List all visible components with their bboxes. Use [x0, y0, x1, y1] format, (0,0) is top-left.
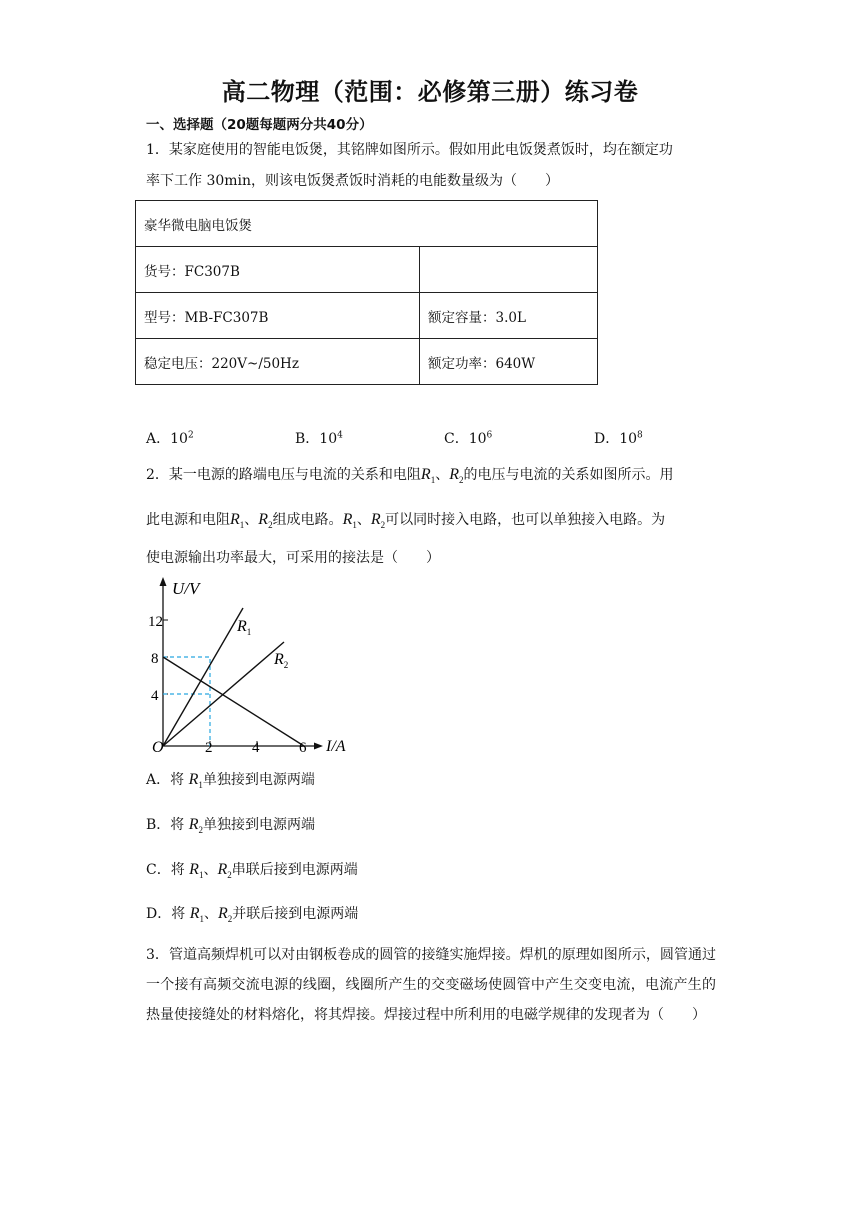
q1-option-a[interactable]: A．$10^2$: [146, 430, 194, 447]
ytick-label-8: 8: [151, 651, 159, 667]
r2-label: $R_2$: [274, 651, 289, 670]
nameplate-voltage: 稳定电压：220V~/50Hz: [136, 339, 420, 385]
nameplate-item-no: 货号：FC307B: [136, 247, 420, 293]
ui-graph: [148, 574, 358, 756]
xtick-label-2: 2: [205, 740, 213, 756]
ytick-label-4: 4: [151, 688, 159, 704]
q2-option-b[interactable]: B．将 $R_2$单独接到电源两端: [146, 816, 316, 836]
r1-label: $R_1$: [237, 618, 252, 637]
q1-option-d[interactable]: D．$10^8$: [594, 430, 643, 447]
x-axis-label: I/A: [326, 738, 346, 755]
q2-option-a[interactable]: A．将 $R_1$单独接到电源两端: [146, 771, 315, 791]
q1-line2: 率下工作 30min，则该电饭煲煮饭时消耗的电能数量级为（ ）: [146, 173, 560, 189]
page-title: 高二物理（范围：必修第三册）练习卷: [221, 78, 639, 106]
q1-line1: 1．某家庭使用的智能电饭煲，其铭牌如图所示。假如用此电饭煲煮饭时，均在额定功: [146, 142, 673, 158]
q2-line3: 使电源输出功率最大，可采用的接法是（ ）: [146, 550, 440, 566]
source-line: [163, 657, 304, 746]
xtick-label-4: 4: [252, 740, 260, 756]
nameplate-power: 额定功率：640W: [420, 339, 598, 385]
q2-line2: 此电源和电阻$R_1$、$R_2$组成电路。$R_1$、$R_2$可以同时接入电路，也可以单独接入电路。为: [146, 511, 666, 531]
nameplate-name: 豪华微电脑电饭煲: [136, 201, 598, 247]
section-heading: 一、选择题（20题每题两分共40分）: [146, 117, 373, 133]
nameplate-model: 型号：MB-FC307B: [136, 293, 420, 339]
q2-option-c[interactable]: C．将 $R_1$、$R_2$串联后接到电源两端: [146, 861, 358, 881]
nameplate-table: [135, 200, 598, 385]
origin-label: O: [152, 739, 164, 756]
y-axis-label: U/V: [172, 579, 200, 598]
xtick-label-6: 6: [299, 740, 307, 756]
x-axis-arrow: [314, 743, 323, 750]
nameplate-capacity: 额定容量：3.0L: [420, 293, 598, 339]
r1-line: [163, 608, 243, 746]
q3-text: 3．管道高频焊机可以对由钢板卷成的圆管的接缝实施焊接。焊机的原理如图所示，圆管通过一个接有高频交流电源的线圈，线圈所产生的交变磁场使圆管中产生交变电流，电流产生的热量使接缝处的材料熔化，将其焊接。焊接过程中所利用的电磁学规律的发现者为（ ）: [146, 947, 716, 1023]
q1-option-b[interactable]: B．$10^4$: [295, 430, 343, 447]
y-axis-arrow: [160, 577, 167, 586]
q1-option-c[interactable]: C．$10^6$: [444, 430, 493, 447]
q2-option-d[interactable]: D．将 $R_1$、$R_2$并联后接到电源两端: [146, 905, 359, 925]
r2-line: [163, 642, 284, 746]
q2-line1: 2．某一电源的路端电压与电流的关系和电阻$R_1$、$R_2$的电压与电流的关系如图所示。用: [146, 466, 674, 486]
nameplate-empty: [420, 247, 598, 293]
ytick-label-12: 12: [148, 614, 163, 630]
